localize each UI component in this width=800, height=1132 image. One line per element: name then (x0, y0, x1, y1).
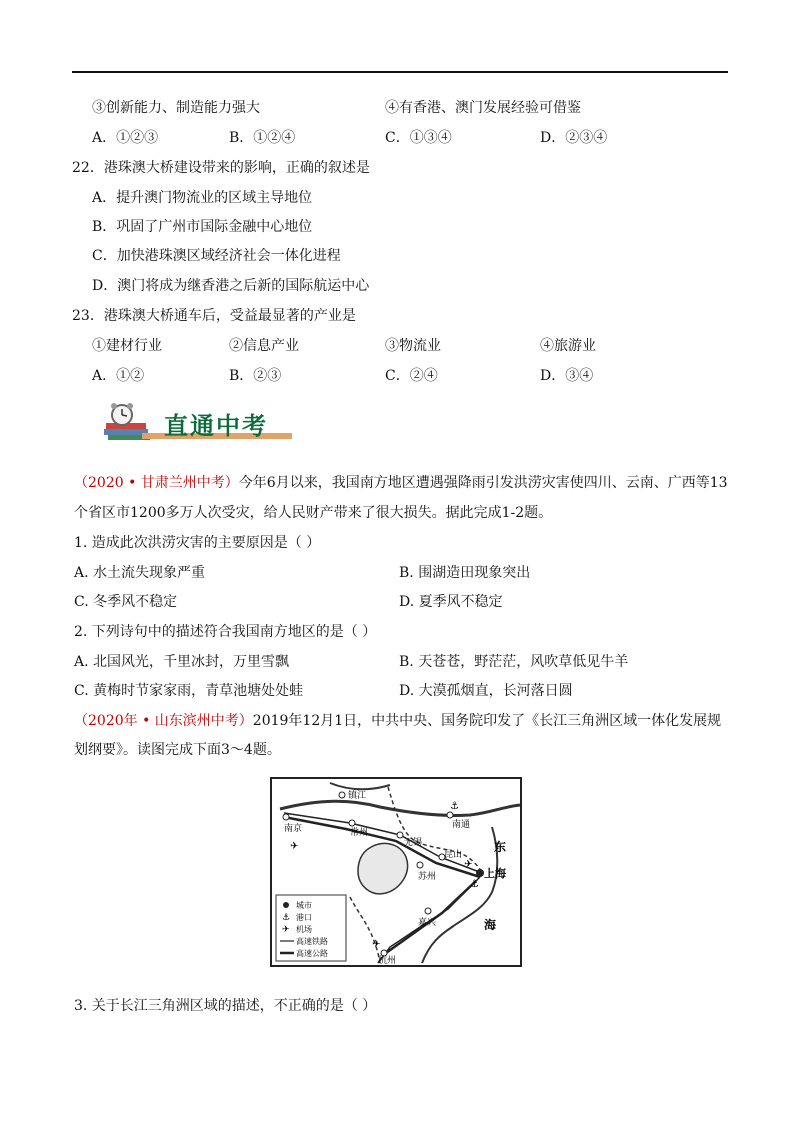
q21-choice-a: A．①②③ (92, 130, 159, 146)
passage-2-text-1: 2019年12月1日，中共中央、国务院印发了《长江三角洲区域一体化发展规 (252, 713, 722, 729)
city-marker-nantong (447, 812, 453, 818)
q23-choice-a: A．①② (92, 368, 145, 384)
q21-option-3: ③创新能力、制造能力强大 (92, 100, 260, 116)
sea-label-dong: 东 (494, 840, 507, 854)
q22-choice-b: B．巩固了广州市国际金融中心地位 (92, 219, 313, 235)
q2-choice-c: C. 黄梅时节家家雨，青草池塘处处蛙 (74, 683, 304, 699)
city-nanjing: 南京 (284, 824, 303, 834)
city-wuxi: 无锡 (404, 838, 423, 848)
yangtze-delta-map (270, 777, 522, 967)
q2-choice-a: A. 北国风光，千里冰封，万里雪飘 (74, 654, 290, 670)
q22-choice-c: C．加快港珠澳区域经济社会一体化进程 (92, 248, 341, 264)
section-title: 直通中考 (164, 411, 268, 440)
q21-option-4: ④有香港、澳门发展经验可借鉴 (385, 100, 581, 116)
q21-choice-c: C．①③④ (385, 130, 452, 146)
port-icon: ⚓ (470, 879, 479, 890)
passage-1-text-2: 个省区市1200多万人次受灾，给人民财产带来了很大损失。据此完成1-2题。 (74, 505, 553, 521)
sea-label-hai: 海 (484, 918, 497, 932)
city-kunshan: 昆山 (444, 850, 463, 860)
legend-city-symbol (283, 902, 289, 908)
city-marker-suzhou (417, 862, 423, 868)
q2-stem: 2. 下列诗句中的描述符合我国南方地区的是（ ） (74, 624, 377, 640)
q23-choice-b: B．②③ (229, 368, 282, 384)
city-jiaxing: 嘉兴 (418, 918, 437, 928)
city-marker-zhenjiang (339, 792, 345, 798)
city-marker-nanjing (283, 814, 289, 820)
airport-icon: ✈ (372, 939, 381, 950)
q23-choice-d: D．③④ (540, 368, 594, 384)
city-marker-changzhou (349, 820, 355, 826)
city-marker-wuxi (397, 832, 403, 838)
q1-stem: 1. 造成此次洪涝灾害的主要原因是（ ） (74, 535, 321, 551)
q22-stem: 22．港珠澳大桥建设带来的影响，正确的叙述是 (72, 160, 370, 176)
legend-city: 城市 (296, 901, 312, 910)
legend-airport-symbol: ✈ (282, 925, 290, 935)
q1-choice-a: A. 水土流失现象严重 (74, 565, 206, 581)
airport-icon: ✈ (290, 841, 299, 852)
q1-choice-d: D. 夏季风不稳定 (399, 594, 503, 610)
q23-item-4: ④旅游业 (540, 338, 596, 354)
city-zhenjiang: 镇江 (348, 791, 367, 801)
city-nantong: 南通 (452, 820, 471, 830)
legend-port: 港口 (296, 913, 312, 922)
header-rule (72, 71, 728, 73)
legend-rail: 高速铁路 (296, 937, 328, 946)
port-icon: ⚓ (450, 801, 459, 812)
passage-2-text-2: 划纲要》。读图完成下面3～4题。 (74, 742, 281, 758)
q23-choice-c: C．②④ (385, 368, 438, 384)
q23-item-3: ③物流业 (385, 338, 441, 354)
city-hangzhou: 杭州 (378, 956, 397, 966)
city-changzhou: 常州 (350, 828, 369, 838)
passage-1-line-1 (74, 473, 728, 493)
q23-stem: 23．港珠澳大桥通车后，受益最显著的产业是 (72, 308, 356, 324)
legend-airport: 机场 (296, 925, 312, 934)
passage-2-source: （2020年 • 山东滨州中考） (74, 713, 253, 729)
passage-1-text-1: 今年6月以来，我国南方地区遭遇强降雨引发洪涝灾害使四川、云南、广西等13 (238, 475, 728, 491)
q1-choice-b: B. 围湖造田现象突出 (399, 565, 531, 581)
q23-item-1: ①建材行业 (92, 338, 162, 354)
q2-choice-d: D. 大漠孤烟直，长河落日圆 (399, 683, 573, 699)
city-shanghai: 上海 (484, 867, 506, 880)
q21-choice-d: D．②③④ (540, 130, 608, 146)
passage-1-source: （2020 • 甘肃兰州中考） (74, 475, 239, 491)
city-marker-jiaxing (425, 908, 431, 914)
city-marker-shanghai (476, 869, 484, 877)
q1-choice-c: C. 冬季风不稳定 (74, 594, 178, 610)
section-banner (100, 403, 292, 443)
q23-item-2: ②信息产业 (229, 338, 299, 354)
city-suzhou: 苏州 (418, 872, 437, 882)
q22-choice-a: A．提升澳门物流业的区域主导地位 (92, 190, 313, 206)
airport-icon: ✈ (464, 859, 473, 870)
passage-2-line-1 (74, 711, 721, 731)
legend-highway: 高速公路 (296, 949, 328, 958)
q2-choice-b: B. 天苍苍，野茫茫，风吹草低见牛羊 (399, 654, 629, 670)
legend-port-symbol: ⚓ (282, 913, 291, 923)
q21-choice-b: B．①②④ (229, 130, 296, 146)
q22-choice-d: D．澳门将成为继香港之后新的国际航运中心 (92, 278, 370, 294)
q3-stem: 3. 关于长江三角洲区域的描述，不正确的是（ ） (74, 998, 377, 1014)
